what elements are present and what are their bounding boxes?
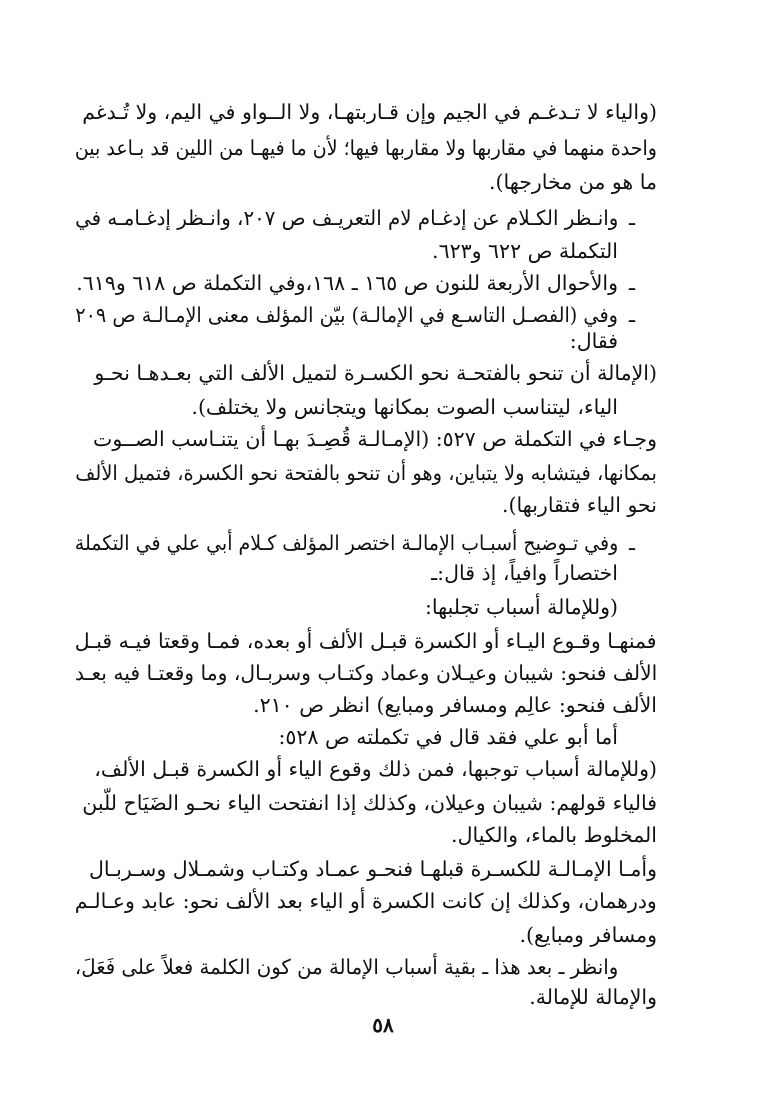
text-line: وفي تـوضيح أسبـاب الإمالـة اختصر المؤلف كـلام أبي علي في التكملة bbox=[74, 531, 618, 555]
text-line: المخلوط بالماء، والكيال. bbox=[451, 823, 657, 847]
text-line: وفي (الفصـل التاسـع في الإمالـة) بيّن المؤلف معنى الإمـالـة ص ٢٠٩ bbox=[75, 303, 619, 327]
text-line: الألف فنحو: عالِم ومسافر ومبايع) انظر ص ٢١٠. bbox=[253, 693, 657, 717]
text-line: ومسافر ومبايع). bbox=[519, 923, 657, 947]
page-number: ٥٨ bbox=[372, 1013, 394, 1037]
text-line: وانـظر الكـلام عن إدغـام لام التعريـف ص ٢٠٧، وانـظر إدغـامـه في bbox=[74, 206, 618, 230]
text-line: والإمالة للإمالة. bbox=[529, 985, 657, 1009]
text-line: نحو الياء فتقاربها). bbox=[502, 493, 657, 517]
text-line: ما هو من مخارجها). bbox=[488, 170, 657, 194]
text-line: (وللإمالة أسباب توجبها، فمن ذلك وقوع الياء أو الكسرة قبـل الألف، bbox=[94, 757, 657, 781]
text-line: فالياء قولهم: شيبان وعيلان، وكذلك إذا انفتحت الياء نحـو الضَيَاح للّبن bbox=[82, 791, 657, 815]
text-line: التكملة ص ٦٢٢ و٦٢٣. bbox=[432, 239, 618, 263]
text-line: الياء، ليتناسب الصوت بمكانها ويتجانس ولا يختلف). bbox=[191, 395, 618, 419]
text-line: وجـاء في التكملة ص ٥٢٧: (الإمـالـة قُصِـدَ بهـا أن يتنـاسب الصــوت bbox=[93, 427, 657, 451]
text-line: ودرهمان، وكذلك إن كانت الكسرة أو الياء بعد الألف نحو: عابد وعـالـم bbox=[74, 889, 657, 913]
text-line: (وللإمالة أسباب تجلبها: bbox=[425, 595, 618, 619]
text-line: اختصاراً وافياً، إذ قال:ـ bbox=[431, 561, 618, 585]
text-line: بمكانها، فيتشابه ولا يتباين، وهو أن تنحو بالفتحة نحو الكسرة، فتميل الألف bbox=[75, 461, 657, 485]
text-line: الألف فنحو: شيبان وعيـلان وعماد وكتـاب وسربـال، وما وقعتـا فيه بعـد bbox=[74, 661, 657, 685]
text-line: (الإمالة أن تنحو بالفتحـة نحو الكسـرة لتميل الألف التي بعـدهـا نحـو bbox=[94, 361, 657, 385]
text-line: والأحوال الأربعة للنون ص ١٦٥ ـ ١٦٨،وفي التكملة ص ٦١٨ و٦١٩. bbox=[76, 271, 618, 295]
text-line: واحدة منهما في مقاربها ولا مقاربها فيها؛ لأن ما فيهـا من اللين قد بـاعد بين bbox=[74, 136, 657, 160]
text-line: (والياء لا تـدغـم في الجيم وإن قـاربتهـا، ولا الــواو في اليم، ولا تُـدغم bbox=[82, 100, 657, 124]
text-line: وأمـا الإمـالـة للكسـرة قبلهـا فنحـو عمـاد وكتـاب وشمـلال وسـربـال bbox=[89, 857, 657, 881]
bullet-dash: ـ bbox=[628, 531, 635, 555]
bullet-dash: ـ bbox=[628, 206, 635, 230]
text-line: فمنهـا وقـوع اليـاء أو الكسرة قبـل الألف أو بعده، فمـا وقعتا فيـه قبـل bbox=[75, 629, 657, 653]
bullet-dash: ـ bbox=[628, 303, 635, 327]
bullet-dash: ـ bbox=[628, 271, 635, 295]
text-line: فقال: bbox=[569, 329, 618, 353]
text-line: أما أبو علي فقد قال في تكملته ص ٥٢٨: bbox=[278, 725, 618, 749]
text-line: وانظر ـ بعد هذا ـ بقية أسباب الإمالة من كون الكلمة فعلاً على فَعَلَ، bbox=[74, 955, 618, 979]
